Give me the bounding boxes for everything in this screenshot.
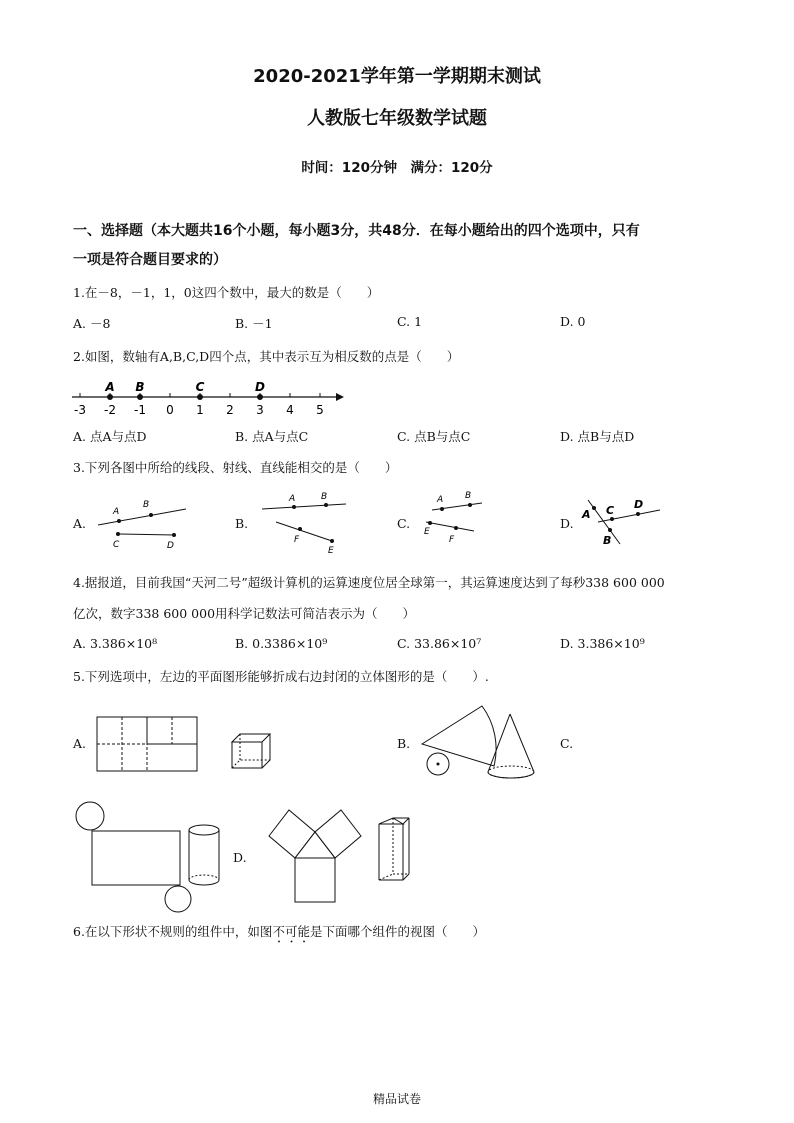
question-5-stem: 5.下列选项中，左边的平面图形能够折成右边封闭的立体图形的是（ ）.: [73, 669, 489, 684]
number-line-point: [257, 394, 263, 400]
number-line-point: [137, 394, 143, 400]
question-5-option-c[interactable]: C.: [560, 736, 574, 751]
question-1-option-d[interactable]: D. 0: [560, 314, 586, 329]
page-subtitle: 人教版七年级数学试题: [307, 108, 487, 129]
axis-tick-label: 2: [226, 403, 234, 417]
question-2-option-b[interactable]: B. 点A与点C: [235, 429, 309, 444]
question-2-stem: 2.如图，数轴有A,B,C,D四个点，其中表示互为相反数的点是（ ）: [73, 349, 460, 364]
question-5-option-d[interactable]: D.: [233, 850, 247, 865]
question-3-figure-c: [420, 488, 510, 550]
svg-text:E: E: [328, 546, 334, 556]
svg-text:E: E: [424, 527, 430, 537]
axis-tick-label: 3: [256, 403, 264, 417]
question-6-stem: [73, 922, 485, 946]
axis-tick-label: -1: [134, 403, 146, 417]
svg-text:B: B: [321, 492, 328, 502]
question-4-option-c[interactable]: C. 33.86×10⁷: [397, 636, 482, 651]
question-2-option-c[interactable]: C. 点B与点C: [397, 429, 471, 444]
question-4-stem-line2: 亿次，数字338 600 000用科学记数法可简洁表示为（ ）: [73, 606, 416, 621]
question-4-option-b[interactable]: B. 0.3386×10⁹: [235, 636, 328, 651]
svg-text:F: F: [294, 535, 300, 545]
question-3-option-d[interactable]: D.: [560, 516, 574, 531]
page-title: 2020-2021学年第一学期期末测试: [253, 66, 541, 87]
question-1-option-c[interactable]: C. 1: [397, 314, 423, 329]
question-5-figure-d: [255, 800, 435, 906]
svg-text:C: C: [113, 540, 120, 550]
question-5-option-a[interactable]: A.: [73, 736, 87, 751]
question-3-figure-a: [94, 492, 189, 552]
svg-text:D: D: [634, 498, 644, 511]
svg-text:D: D: [167, 541, 174, 551]
question-5-figure-c: [70, 800, 230, 918]
svg-text:A: A: [582, 508, 591, 521]
question-5-figure-b: [416, 698, 551, 780]
page-footer: 精品试卷: [372, 1092, 421, 1106]
number-line-point-label: D: [255, 380, 265, 394]
svg-text:A: A: [289, 494, 296, 504]
question-5-figure-a: [94, 714, 284, 774]
number-line-point: [197, 394, 203, 400]
question-6-stem-after: 是下面哪个组件的视图（ ）: [309, 924, 485, 939]
svg-text:B: B: [465, 491, 472, 501]
question-3-option-a[interactable]: A.: [73, 516, 87, 531]
section-heading-line2: 一项是符合题目要求的）: [73, 252, 227, 268]
question-1-stem: 1.在－8，－1，1，0这四个数中，最大的数是（ ）: [73, 285, 380, 300]
exam-meta: 时间：120分钟 满分：120分: [301, 160, 493, 176]
axis-tick-label: 0: [166, 403, 174, 417]
svg-text:B: B: [143, 500, 150, 510]
question-4-option-d[interactable]: D. 3.386×10⁹: [560, 636, 645, 651]
axis-tick-label: 1: [196, 403, 204, 417]
svg-text:F: F: [449, 535, 455, 545]
number-line-point-label: A: [105, 380, 115, 394]
question-3-figure-b: [258, 488, 353, 558]
svg-text:B: B: [603, 534, 612, 547]
axis-tick-label: 4: [286, 403, 294, 417]
question-2-option-a[interactable]: A. 点A与点D: [73, 429, 147, 444]
question-6-stem-emphasis: 不可能: [272, 924, 310, 939]
question-3-figure-d: [576, 492, 666, 550]
question-3-option-c[interactable]: C.: [397, 516, 411, 531]
question-3-option-b[interactable]: B.: [235, 516, 249, 531]
axis-tick-label: -2: [104, 403, 116, 417]
svg-text:C: C: [606, 504, 615, 517]
question-1-option-a[interactable]: A. －8: [73, 316, 111, 331]
section-heading-line1: 一、选择题（本大题共16个小题，每小题3分，共48分．在每小题给出的四个选项中，只有: [73, 223, 640, 239]
svg-text:A: A: [437, 495, 444, 505]
question-6-stem-before: 6.在以下形状不规则的组件中，如图: [73, 924, 273, 939]
question-4-option-a[interactable]: A. 3.386×10⁸: [73, 636, 158, 651]
axis-tick-label: -3: [74, 403, 86, 417]
question-4-stem-line1: 4.据报道，目前我国“天河二号”超级计算机的运算速度位居全球第一，其运算速度达到了每秒338 600 000: [73, 575, 665, 590]
number-line-point: [107, 394, 113, 400]
axis-tick-label: 5: [316, 403, 324, 417]
number-line-point-label: B: [135, 380, 145, 394]
question-5-option-b[interactable]: B.: [397, 736, 411, 751]
question-2-option-d[interactable]: D. 点B与点D: [560, 429, 635, 444]
number-line-point-label: C: [195, 380, 205, 394]
svg-text:A: A: [113, 507, 120, 517]
question-3-stem: 3.下列各图中所给的线段、射线、直线能相交的是（ ）: [73, 460, 398, 475]
question-1-option-b[interactable]: B. －1: [235, 316, 273, 331]
number-line-figure: [68, 380, 348, 420]
